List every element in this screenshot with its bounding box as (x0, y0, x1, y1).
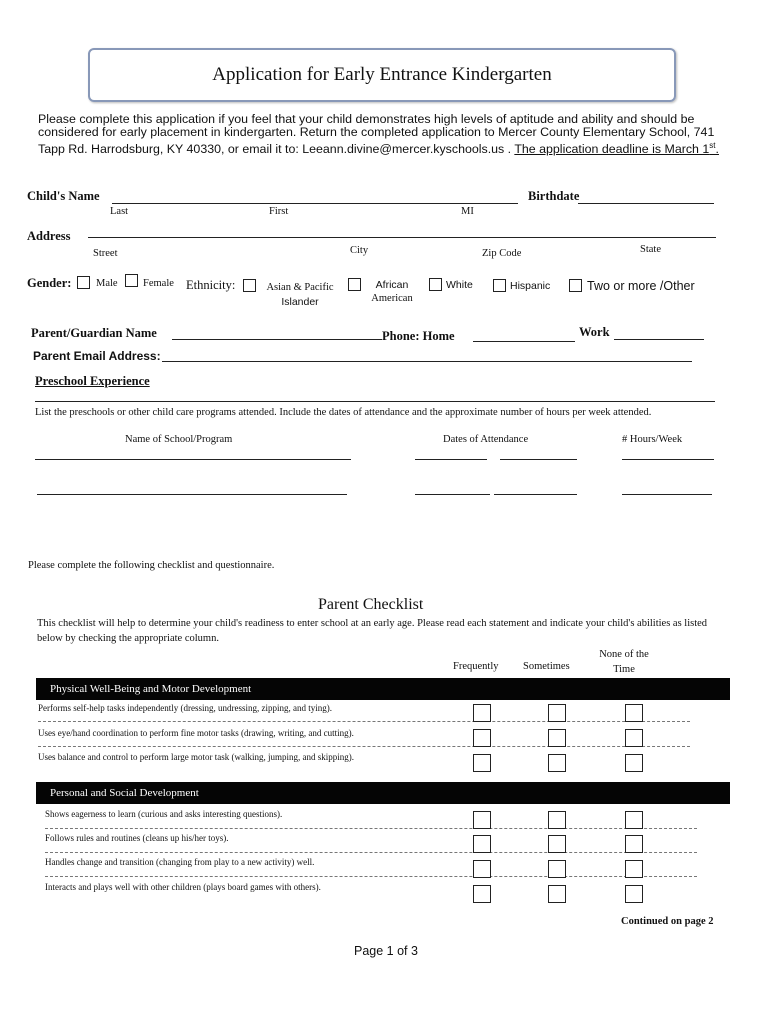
preschool-rule (35, 401, 715, 402)
zip-caption: Zip Code (482, 248, 522, 259)
physical-3-sometimes-checkbox[interactable] (548, 754, 566, 772)
date-end-field-1[interactable] (500, 459, 577, 460)
work-phone-field[interactable] (614, 339, 704, 340)
asian-label: Asian & Pacific Islander (266, 282, 334, 308)
intro-paragraph (38, 113, 728, 156)
childs-name-field[interactable] (112, 203, 518, 204)
col-hours: # Hours/Week (622, 434, 683, 445)
row-divider (38, 721, 690, 722)
mi-caption: MI (461, 206, 474, 217)
section-personal-header: Personal and Social Development (36, 782, 730, 804)
parent-name-label: Parent/Guardian Name (31, 326, 157, 340)
personal-3-none-checkbox[interactable] (625, 860, 643, 878)
date-end-field-2[interactable] (494, 494, 577, 495)
first-caption: First (269, 206, 289, 217)
school-field-2[interactable] (37, 494, 347, 495)
asian-checkbox[interactable] (243, 279, 256, 292)
address-field[interactable] (88, 237, 716, 238)
row-divider (45, 852, 697, 853)
section-physical-header: Physical Well-Being and Motor Development (36, 678, 730, 700)
checklist-note: Please complete the following checklist and questionnaire. (28, 560, 275, 571)
col-frequently: Frequently (453, 661, 499, 672)
preschool-instructions: List the preschools or other child care programs attended. Include the dates of attendance and the approximate number of hours per week attended. (35, 407, 652, 418)
col-dates: Dates of Attendance (443, 434, 529, 445)
hispanic-checkbox[interactable] (493, 279, 506, 292)
childs-name-label: Child's Name (27, 189, 100, 203)
personal-2-frequently-checkbox[interactable] (473, 835, 491, 853)
physical-2-sometimes-checkbox[interactable] (548, 729, 566, 747)
physical-item-2: Uses eye/hand coordination to perform fine motor tasks (drawing, writing, and cutting). (38, 728, 354, 738)
phone-home-label: Phone: Home (382, 329, 455, 343)
personal-item-1: Shows eagerness to learn (curious and asks interesting questions). (45, 809, 283, 819)
personal-4-frequently-checkbox[interactable] (473, 885, 491, 903)
personal-4-none-checkbox[interactable] (625, 885, 643, 903)
date-start-field-2[interactable] (415, 494, 490, 495)
col-school-name: Name of School/Program (125, 434, 233, 445)
personal-1-frequently-checkbox[interactable] (473, 811, 491, 829)
personal-item-4: Interacts and plays well with other children (plays board games with others). (45, 882, 321, 892)
other-label: Two or more /Other (587, 279, 695, 293)
row-divider (38, 746, 690, 747)
parent-email-field[interactable] (162, 361, 692, 362)
parent-name-field[interactable] (172, 339, 382, 340)
street-caption: Street (93, 248, 118, 259)
physical-2-none-checkbox[interactable] (625, 729, 643, 747)
female-label: Female (143, 278, 174, 289)
other-checkbox[interactable] (569, 279, 582, 292)
personal-3-frequently-checkbox[interactable] (473, 860, 491, 878)
white-label: White (446, 279, 473, 291)
personal-item-3: Handles change and transition (changing from play to a new activity) well. (45, 857, 315, 867)
african-american-label: African American (371, 279, 413, 304)
physical-2-frequently-checkbox[interactable] (473, 729, 491, 747)
parent-email-label: Parent Email Address: (33, 349, 161, 363)
african-american-checkbox[interactable] (348, 278, 361, 291)
row-divider (45, 876, 697, 877)
personal-item-2: Follows rules and routines (cleans up his/her toys). (45, 833, 229, 843)
physical-1-frequently-checkbox[interactable] (473, 704, 491, 722)
physical-3-none-checkbox[interactable] (625, 754, 643, 772)
male-checkbox[interactable] (77, 276, 90, 289)
address-label: Address (27, 229, 71, 243)
hispanic-label: Hispanic (510, 280, 551, 292)
city-caption: City (350, 245, 369, 256)
hours-field-2[interactable] (622, 494, 712, 495)
gender-label: Gender: (27, 276, 72, 290)
personal-2-none-checkbox[interactable] (625, 835, 643, 853)
page-number: Page 1 of 3 (354, 944, 418, 958)
personal-2-sometimes-checkbox[interactable] (548, 835, 566, 853)
col-sometimes: Sometimes (523, 661, 570, 672)
hours-field-1[interactable] (622, 459, 714, 460)
physical-1-none-checkbox[interactable] (625, 704, 643, 722)
birthdate-field[interactable] (578, 203, 714, 204)
birthdate-label: Birthdate (528, 189, 580, 203)
col-none: None of the Time (599, 649, 649, 675)
female-checkbox[interactable] (125, 274, 138, 287)
white-checkbox[interactable] (429, 278, 442, 291)
personal-1-none-checkbox[interactable] (625, 811, 643, 829)
physical-3-frequently-checkbox[interactable] (473, 754, 491, 772)
state-caption: State (640, 244, 661, 255)
intro-text: Please complete this application if you feel that your child demonstrates high levels of aptitude and ability and should be considered for early placement in kindergarten. Return the completed application to Mercer County Elementary School, 741 Tapp Rd. Harrodsburg, KY 40330, or email it to: Leeann.divine@mercer.kyschools.us . (38, 112, 715, 157)
page-title: Application for Early Entrance Kindergarten (212, 64, 552, 85)
continued-note: Continued on page 2 (621, 916, 714, 927)
date-start-field-1[interactable] (415, 459, 487, 460)
preschool-heading: Preschool Experience (35, 374, 150, 388)
work-label: Work (579, 325, 610, 339)
personal-1-sometimes-checkbox[interactable] (548, 811, 566, 829)
physical-item-1: Performs self-help tasks independently (dressing, undressing, zipping, and tying). (38, 703, 332, 713)
last-caption: Last (110, 206, 129, 217)
checklist-intro: This checklist will help to determine your child's readiness to enter school at an early age. Please read each statement and indicate your child's abilities as listed below by checking the appropriate column. (37, 618, 708, 644)
physical-item-3: Uses balance and control to perform large motor task (walking, jumping, and skipping). (38, 752, 355, 762)
row-divider (45, 828, 697, 829)
personal-4-sometimes-checkbox[interactable] (548, 885, 566, 903)
physical-1-sometimes-checkbox[interactable] (548, 704, 566, 722)
ethnicity-label: Ethnicity: (186, 278, 236, 292)
checklist-title: Parent Checklist (318, 596, 424, 613)
phone-home-field[interactable] (473, 341, 575, 342)
deadline-text: The application deadline is March 1st. (514, 141, 719, 157)
male-label: Male (96, 278, 118, 289)
personal-3-sometimes-checkbox[interactable] (548, 860, 566, 878)
school-field-1[interactable] (35, 459, 351, 460)
